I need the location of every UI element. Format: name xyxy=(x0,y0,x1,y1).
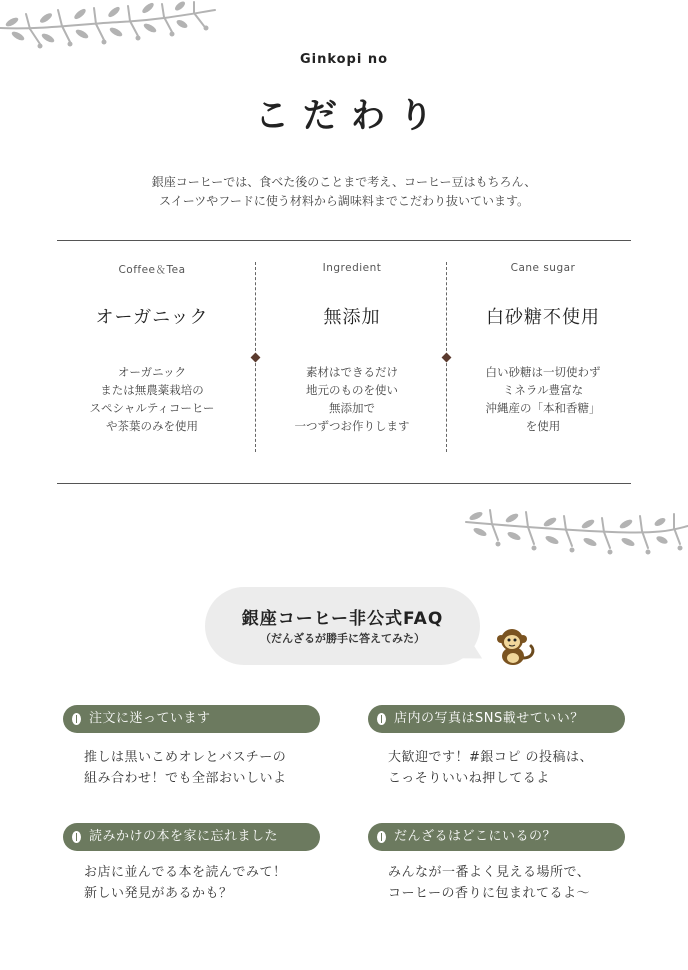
intro-line: スイーツやフードに使う材料から調味料までこだわり抜いています。 xyxy=(159,194,529,208)
faq-answer-line: みんなが一番よく見える場所で、 xyxy=(388,865,591,880)
coffee-bean-icon xyxy=(377,831,386,843)
faq-question-text: だんざるはどこにいるの？ xyxy=(394,829,557,844)
feature-description xyxy=(448,363,638,435)
feature-en-label: Coffee＆Tea xyxy=(118,264,186,276)
faq-question-pill xyxy=(368,705,625,733)
feature-desc-line: や茶葉のみを使用 xyxy=(106,419,198,433)
intro-line: 銀座コーヒーでは、食べた後のことまで考え、コーヒー豆はもちろん、 xyxy=(151,175,537,189)
feature-description xyxy=(257,363,447,435)
coffee-bean-icon xyxy=(377,713,386,725)
feature-desc-line: スペシャルティコーヒー xyxy=(89,401,215,415)
faq-answer xyxy=(388,862,590,904)
faq-answer xyxy=(84,862,287,904)
faq-answer-line: コーヒーの香りに包まれてるよ〜 xyxy=(388,886,590,901)
feature-desc-line: オーガニック xyxy=(117,365,187,379)
faq-subtitle: （だんざるが勝手に答えてみた） xyxy=(260,632,425,645)
divider-bottom xyxy=(57,483,631,484)
faq-answer xyxy=(84,747,287,789)
feature-en-label: Ingredient xyxy=(322,262,382,274)
feature-desc-line: 白い砂糖は一切使わず xyxy=(485,365,601,379)
faq-answer xyxy=(388,747,593,789)
feature-desc-line: または無農薬栽培の xyxy=(100,383,204,397)
leaf-branch-icon xyxy=(0,0,220,56)
feature-desc-line: 一つずつお作りします xyxy=(294,419,410,433)
feature-desc-line: 沖縄産の「本和香糖」 xyxy=(485,401,601,415)
monkey-mascot-icon xyxy=(493,624,537,668)
faq-answer-line: お店に並んでる本を読んでみて！ xyxy=(84,865,287,880)
feature-desc-line: 地元のものを使い xyxy=(306,383,398,397)
faq-answer-line: 新しい発見があるかも？ xyxy=(84,886,233,901)
faq-answer-line: 推しは黒いこめオレとバスチーの xyxy=(84,750,287,765)
faq-answer-line: 組み合わせ！でも全部おいしいよ xyxy=(84,771,287,786)
coffee-bean-icon xyxy=(72,713,81,725)
faq-question-text: 注文に迷っています xyxy=(89,711,211,726)
divider-top xyxy=(57,240,631,241)
features-section xyxy=(57,262,631,462)
feature-desc-line: ミネラル豊富な xyxy=(502,383,584,397)
feature-desc-line: 素材はできるだけ xyxy=(306,365,398,379)
leaf-branch-icon xyxy=(462,500,688,560)
faq-question-text: 読みかけの本を家に忘れました xyxy=(89,829,279,844)
faq-question-pill xyxy=(368,823,625,851)
page-title: こだわり xyxy=(255,96,447,136)
faq-answer-line: 大歓迎です！#銀コピ の投稿は、 xyxy=(388,750,594,765)
faq-answer-line: こっそりいいね押してるよ xyxy=(388,771,550,786)
faq-question-pill xyxy=(63,823,320,851)
feature-cane-sugar xyxy=(448,262,638,435)
feature-description xyxy=(57,363,247,435)
faq-question-text: 店内の写真はSNS載せていい？ xyxy=(394,711,584,726)
feature-title: 無添加 xyxy=(323,307,381,328)
intro-text xyxy=(0,173,688,211)
feature-organic xyxy=(57,262,247,435)
feature-title: オーガニック xyxy=(95,307,209,328)
feature-desc-line: 無添加で xyxy=(329,401,375,415)
faq-title: 銀座コーヒー非公式FAQ xyxy=(241,609,444,629)
feature-additive-free xyxy=(257,262,447,435)
faq-question-pill xyxy=(63,705,320,733)
feature-title: 白砂糖不使用 xyxy=(486,307,600,328)
feature-en-label: Cane sugar xyxy=(510,262,576,274)
coffee-bean-icon xyxy=(72,831,81,843)
feature-desc-line: を使用 xyxy=(525,419,561,433)
section-eyebrow: Ginkopi no xyxy=(299,52,389,67)
